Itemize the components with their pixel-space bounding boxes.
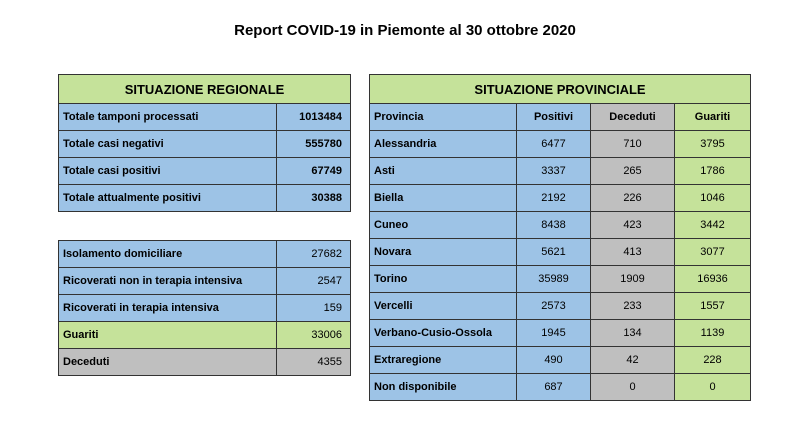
- table-row: [370, 320, 751, 347]
- guariti-value: 1046: [675, 185, 751, 212]
- province-name: Verbano-Cusio-Ossola: [370, 320, 517, 347]
- row-label: Guariti: [59, 322, 277, 349]
- province-name: Biella: [370, 185, 517, 212]
- column-header-row: [370, 104, 751, 131]
- guariti-value: 1786: [675, 158, 751, 185]
- row-label: Totale casi negativi: [59, 131, 277, 158]
- deceduti-value: 413: [591, 239, 675, 266]
- positivi-value: 3337: [517, 158, 591, 185]
- table-row: [59, 322, 351, 349]
- table-row: [59, 185, 351, 212]
- province-name: Novara: [370, 239, 517, 266]
- guariti-value: 1557: [675, 293, 751, 320]
- deceduti-value: 1909: [591, 266, 675, 293]
- table-row: [59, 268, 351, 295]
- guariti-value: 3442: [675, 212, 751, 239]
- report-title: Report COVID-19 in Piemonte al 30 ottobre 2020: [234, 22, 576, 39]
- positivi-value: 687: [517, 374, 591, 401]
- province-name: Cuneo: [370, 212, 517, 239]
- row-label: Ricoverati non in terapia intensiva: [59, 268, 277, 295]
- row-label: Totale attualmente positivi: [59, 185, 277, 212]
- table-row: [370, 212, 751, 239]
- row-value: 159: [277, 295, 351, 322]
- regional-summary-table: [58, 74, 351, 212]
- regional-detail-table: [58, 240, 351, 376]
- province-name: Asti: [370, 158, 517, 185]
- row-label: Deceduti: [59, 349, 277, 376]
- positivi-value: 490: [517, 347, 591, 374]
- table-row: [59, 131, 351, 158]
- deceduti-value: 42: [591, 347, 675, 374]
- table-row: [370, 158, 751, 185]
- deceduti-value: 710: [591, 131, 675, 158]
- column-header-provincia: Provincia: [370, 104, 517, 131]
- deceduti-value: 134: [591, 320, 675, 347]
- provincial-rows: [370, 131, 751, 401]
- regional-header: SITUAZIONE REGIONALE: [59, 75, 351, 104]
- column-header-deceduti: Deceduti: [591, 104, 675, 131]
- row-value: 30388: [277, 185, 351, 212]
- guariti-value: 1139: [675, 320, 751, 347]
- row-label: Totale casi positivi: [59, 158, 277, 185]
- positivi-value: 1945: [517, 320, 591, 347]
- guariti-value: 16936: [675, 266, 751, 293]
- province-name: Vercelli: [370, 293, 517, 320]
- table-row: [370, 266, 751, 293]
- deceduti-value: 226: [591, 185, 675, 212]
- deceduti-value: 0: [591, 374, 675, 401]
- provincial-table: [369, 74, 751, 401]
- table-row: [59, 295, 351, 322]
- row-value: 1013484: [277, 104, 351, 131]
- positivi-value: 2573: [517, 293, 591, 320]
- row-label: Ricoverati in terapia intensiva: [59, 295, 277, 322]
- row-value: 2547: [277, 268, 351, 295]
- table-row: [59, 349, 351, 376]
- table-row: [370, 374, 751, 401]
- province-name: Torino: [370, 266, 517, 293]
- column-header-positivi: Positivi: [517, 104, 591, 131]
- positivi-value: 5621: [517, 239, 591, 266]
- table-row: [59, 158, 351, 185]
- column-header-guariti: Guariti: [675, 104, 751, 131]
- province-name: Extraregione: [370, 347, 517, 374]
- guariti-value: 3077: [675, 239, 751, 266]
- table-row: [59, 241, 351, 268]
- table-row: [59, 104, 351, 131]
- province-name: Non disponibile: [370, 374, 517, 401]
- guariti-value: 228: [675, 347, 751, 374]
- province-name: Alessandria: [370, 131, 517, 158]
- row-label: Isolamento domiciliare: [59, 241, 277, 268]
- positivi-value: 6477: [517, 131, 591, 158]
- positivi-value: 2192: [517, 185, 591, 212]
- positivi-value: 35989: [517, 266, 591, 293]
- provincial-header: SITUAZIONE PROVINCIALE: [370, 75, 751, 104]
- table-row: [370, 185, 751, 212]
- guariti-value: 0: [675, 374, 751, 401]
- positivi-value: 8438: [517, 212, 591, 239]
- table-row: [370, 347, 751, 374]
- row-value: 4355: [277, 349, 351, 376]
- deceduti-value: 233: [591, 293, 675, 320]
- table-row: [370, 239, 751, 266]
- row-value: 27682: [277, 241, 351, 268]
- deceduti-value: 265: [591, 158, 675, 185]
- table-row: [370, 293, 751, 320]
- row-value: 555780: [277, 131, 351, 158]
- guariti-value: 3795: [675, 131, 751, 158]
- deceduti-value: 423: [591, 212, 675, 239]
- table-row: [370, 131, 751, 158]
- row-value: 67749: [277, 158, 351, 185]
- row-value: 33006: [277, 322, 351, 349]
- row-label: Totale tamponi processati: [59, 104, 277, 131]
